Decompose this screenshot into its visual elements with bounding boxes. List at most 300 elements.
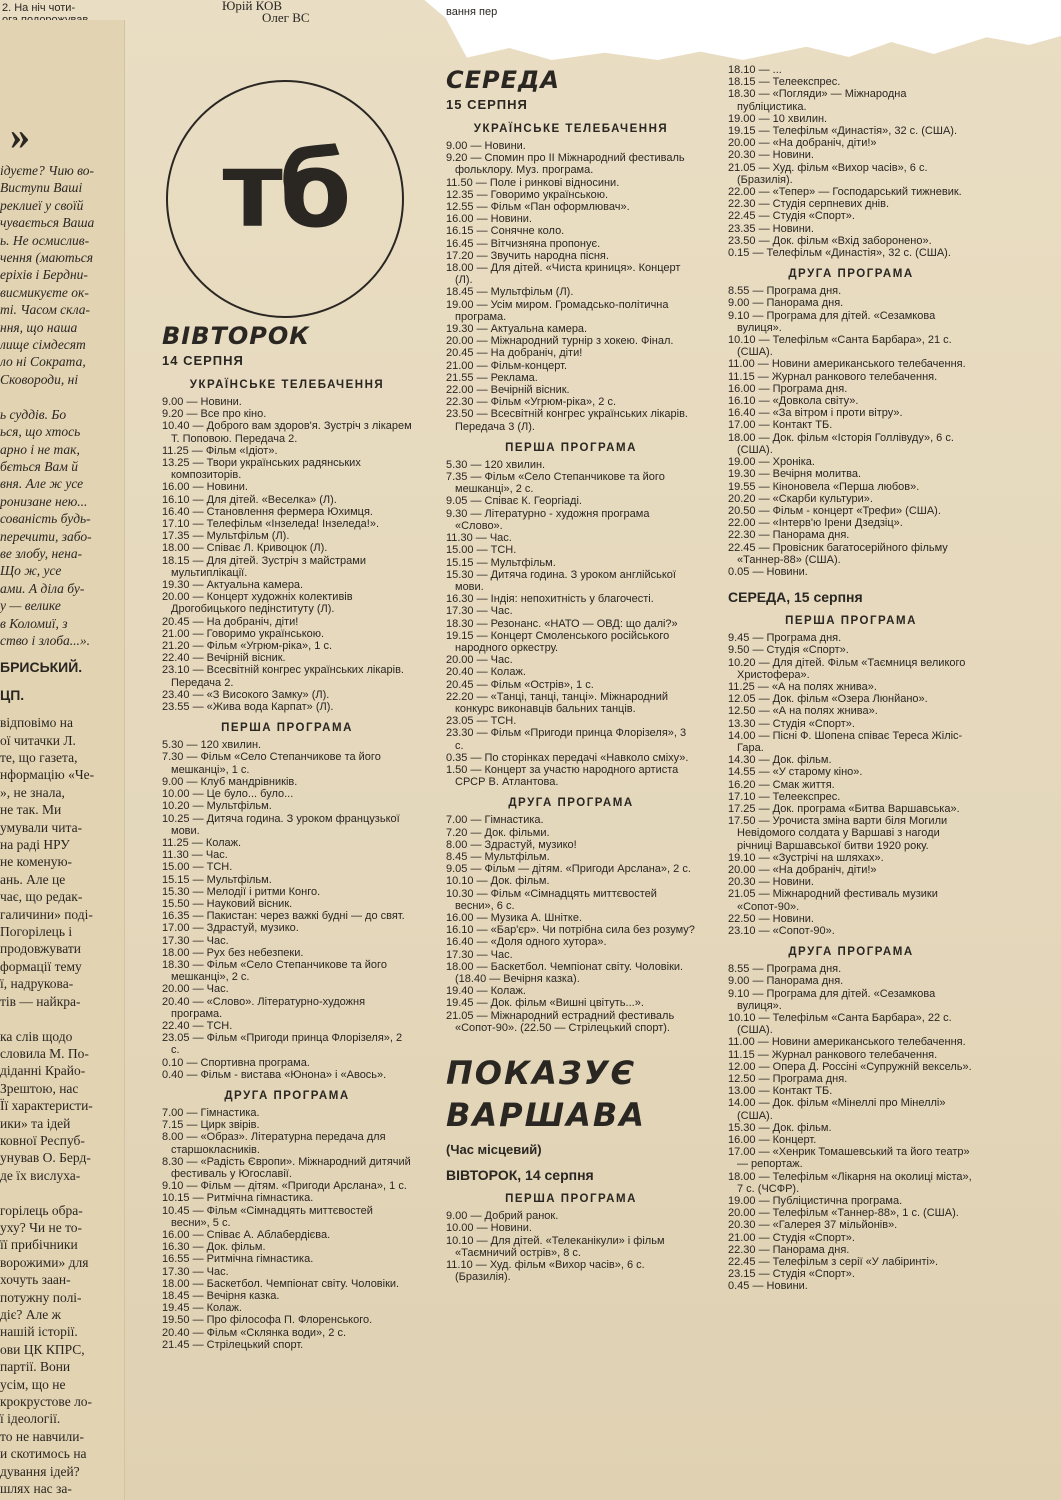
program-item: 20.00 — Міжнародний турнір з хокею. Фінал. xyxy=(446,335,674,348)
program-item: 20.00 — «На добраніч, діти!» xyxy=(728,863,877,876)
program-item: 20.40 — Фільм «Склянка води», 2 с. xyxy=(162,1326,347,1339)
program-item: 9.00 — Новини. xyxy=(162,396,242,408)
article-line: лище сімдесят xyxy=(0,337,86,353)
program-item: 21.45 — Стрілецький спорт. xyxy=(162,1338,304,1351)
program-item: 18.15 — Для дітей. Зустріч з майстрами мультиплікації. xyxy=(162,554,366,579)
program-item: 19.00 — Усім миром. Громадсько-політична програма. xyxy=(446,298,669,323)
article-line: шлях нас за- xyxy=(0,1481,72,1497)
program-item: 22.30 — Панорама дня. xyxy=(728,1243,850,1256)
program-item: 17.00 — Контакт ТБ. xyxy=(728,419,833,432)
article-line: ї, надрукова- xyxy=(0,976,74,992)
article-line: ови ЦК КПРС, xyxy=(0,1341,85,1357)
program-item: 21.05 — Міжнародний естрадний фестиваль «Сопот-90». (22.50 — Стрілецький спорт). xyxy=(446,1009,675,1034)
right-cont-list xyxy=(728,64,974,259)
program-item: 17.30 — Час. xyxy=(446,948,513,961)
article-line: перечити, забо- xyxy=(0,528,92,544)
article-line: », не знала, xyxy=(0,784,65,800)
article-line: ковної Респуб- xyxy=(0,1132,85,1148)
warsaw-tue-first-title: ПЕРША ПРОГРАМА xyxy=(505,1193,637,1206)
program-item: 8.55 — Програма дня. xyxy=(728,285,842,298)
article-line: те, що газета, xyxy=(0,750,78,765)
program-item: 11.15 — Журнал ранкового телебачення. xyxy=(728,1048,938,1061)
program-item: 1.50 — Концерт за участю народного артиста СРСР В. Атлантова. xyxy=(446,763,679,789)
article-line: сованість будь- xyxy=(0,511,91,527)
program-item: 9.00 — Панорама дня. xyxy=(728,297,844,310)
program-item: 22.30 — Фільм «Угрюм-ріка», 2 с. xyxy=(446,396,617,409)
program-item: 15.00 — ТСН. xyxy=(446,544,517,557)
article-line: у — велике xyxy=(0,598,61,614)
program-item: 9.00 — Добрий ранок. xyxy=(446,1210,559,1223)
program-item: 22.45 — Провісник багатосерійного фільму «Таннер-88» (США). xyxy=(728,541,948,566)
program-item: 20.00 — Час. xyxy=(446,654,513,667)
article-line: нформацію «Че- xyxy=(0,767,95,783)
wednesday-ukr-title: УКРАЇНСЬКЕ ТЕЛЕБАЧЕННЯ xyxy=(473,123,669,135)
program-item: 16.00 — Новини. xyxy=(446,213,532,226)
program-item: 19.45 — Колаж. xyxy=(162,1302,242,1315)
program-item: 10.00 — Це було... було... xyxy=(162,788,294,801)
program-item: 22.40 — ТСН. xyxy=(162,1019,233,1032)
program-item: 11.10 — Худ. фільм «Вихор часів», 6 с. (Бразилія). xyxy=(446,1259,645,1284)
wednesday-column xyxy=(446,66,696,1283)
program-item: 16.00 — Новини. xyxy=(162,481,248,494)
program-item: 22.40 — Вечірній вісник. xyxy=(162,652,286,665)
article-line xyxy=(0,388,124,405)
wednesday-date: 15 СЕРПНЯ xyxy=(446,97,528,112)
article-line: галичини» поді- xyxy=(0,906,93,922)
article-line: Зрештою, нас xyxy=(0,1080,79,1096)
program-item: 19.50 — Про філософа П. Флоренського. xyxy=(162,1314,373,1327)
program-item: 12.50 — Програма дня. xyxy=(728,1073,848,1086)
program-item: 19.00 — Публіцистична програма. xyxy=(728,1195,903,1208)
program-item: 9.00 — Новини. xyxy=(446,140,526,152)
program-item: 18.30 — «Погляди» — Міжнародна публіцистика. xyxy=(728,88,907,113)
program-item: 19.40 — Колаж. xyxy=(446,985,526,998)
program-item: 19.15 — Концерт Смоленського російського народного оркестру. xyxy=(446,629,670,654)
program-item: 16.00 — Концерт. xyxy=(728,1134,817,1147)
program-item: 16.40 — «Доля одного хутора». xyxy=(446,936,607,949)
program-item: 10.25 — Дитяча година. З уроком французької мови. xyxy=(162,812,400,837)
article-line: ння, що наша xyxy=(0,319,78,335)
program-item: 17.10 — Телефільм «Інзеледа! Інзеледа!». xyxy=(162,518,380,531)
article-line: в Коломиї, з xyxy=(0,615,68,631)
program-item: 20.20 — «Скарби культури». xyxy=(728,492,873,505)
program-item: 23.05 — Фільм «Пригоди принца Флорізеля», 2 с. xyxy=(162,1032,403,1057)
program-item: 20.30 — Новини. xyxy=(728,876,814,889)
program-item: 19.00 — Хроніка. xyxy=(728,456,815,469)
program-item: 19.10 — «Зустрічі на шляхах». xyxy=(728,851,884,864)
program-item: 22.20 — «Танці, танці, танці». Міжнародний конкурс виконавців бальних танців. xyxy=(446,690,669,715)
program-item: 21.05 — Міжнародний фестиваль музики «Сопот-90». xyxy=(728,888,938,913)
article-line: умували чита- xyxy=(0,819,83,835)
program-item: 10.20 — Мультфільм. xyxy=(162,800,272,813)
program-item: 17.30 — Час. xyxy=(162,934,229,947)
program-item: 16.20 — Смак життя. xyxy=(728,778,835,791)
program-item: 17.50 — Урочиста зміна варти біля Могили Невідомого солдата у Варшаві з нагоди річниці Варшавської битви 1920 року. xyxy=(728,815,948,852)
article-line: чає, що редак- xyxy=(0,889,83,905)
warsaw-title-2: ВАРШАВА xyxy=(446,1096,647,1135)
program-item: 14.30 — Док. фільм. xyxy=(728,754,832,767)
warsaw-section xyxy=(446,1052,696,1283)
program-item: 0.45 — Новини. xyxy=(728,1280,808,1293)
program-item: 15.30 — Мелодії і ритми Конго. xyxy=(162,885,321,898)
program-item: 17.00 — Здрастуй, музико. xyxy=(162,922,299,935)
article-line: унував О. Берд- xyxy=(0,1150,91,1166)
program-item: 10.20 — Для дітей. Фільм «Таємниця великого Христофера». xyxy=(728,656,966,681)
article-line: ики» та ідей xyxy=(0,1115,71,1131)
article-line: дування ідей? xyxy=(0,1463,80,1479)
program-item: 9.20 — Спомин про II Міжнародний фестиваль фольклору. Муз. програма. xyxy=(446,152,685,177)
program-item: 19.30 — Актуальна камера. xyxy=(162,579,304,592)
program-item: 16.10 — «Бар'єр». Чи потрібна сила без розуму? xyxy=(446,924,695,937)
program-item: 19.30 — Актуальна камера. xyxy=(446,323,588,336)
program-item: 21.00 — Фільм-концерт. xyxy=(446,359,567,372)
program-item: 20.40 — Колаж. xyxy=(446,666,526,679)
tuesday-ukr-list xyxy=(162,396,412,713)
program-item: 15.30 — Дитяча година. З уроком англійської мови. xyxy=(446,568,676,593)
program-item: 22.50 — Новини. xyxy=(728,912,814,925)
program-item: 18.00 — Для дітей. «Чиста криниця». Концерт (Л). xyxy=(446,262,681,287)
right-column xyxy=(728,64,974,1293)
left-italic-text xyxy=(0,162,124,649)
program-item: 9.05 — Співає К. Георгіаді. xyxy=(446,495,582,508)
program-item: 10.15 — Ритмічна гімнастика. xyxy=(162,1192,314,1205)
program-item: 13.30 — Студія «Спорт». xyxy=(728,717,855,730)
left-plain-text xyxy=(0,714,124,1497)
program-item: 20.45 — На добраніч, діти! xyxy=(446,347,583,360)
program-item: 23.35 — Новини. xyxy=(728,222,814,235)
left-article-column xyxy=(0,20,125,1500)
article-line: ами. А діла бу- xyxy=(0,580,85,596)
tv-logo-text: тб xyxy=(222,129,348,251)
program-item: 20.30 — «Галерея 37 мільйонів». xyxy=(728,1219,898,1232)
article-line: ка слів щодо xyxy=(0,1028,73,1044)
tuesday-first-title: ПЕРША ПРОГРАМА xyxy=(221,722,353,735)
top-left-text: 2. На ніч чоти- xyxy=(2,2,76,14)
program-item: 10.10 — Для дітей. «Телеканікули» і фільм «Таємничий острів», 8 с. xyxy=(446,1234,665,1259)
tv-logo xyxy=(166,80,404,318)
program-item: 22.00 — Вечірній вісник. xyxy=(446,384,570,397)
program-item: 18.00 — Рух без небезпеки. xyxy=(162,946,304,959)
article-line: ство і злоба...». xyxy=(0,632,91,648)
article-line: чення (маються xyxy=(0,250,94,266)
right-second-title: ДРУГА ПРОГРАМА xyxy=(788,268,914,281)
article-line: Сковороди, ні xyxy=(0,371,79,387)
program-item: 7.30 — Фільм «Село Степанчикове та його мешканці», 1 с. xyxy=(162,751,381,776)
program-item: 11.15 — Журнал ранкового телебачення. xyxy=(728,370,938,383)
article-line: и скотимось на xyxy=(0,1446,87,1462)
right-wed-second-title: ДРУГА ПРОГРАМА xyxy=(788,946,914,959)
program-item: 9.10 — Програма для дітей. «Сезамкова вулиця». xyxy=(728,309,936,334)
program-item: 10.00 — Новини. xyxy=(446,1222,532,1235)
article-line: відповімо на xyxy=(0,715,73,731)
program-item: 22.45 — Студія «Спорт». xyxy=(728,210,855,223)
program-item: 17.10 — Телеекспрес. xyxy=(728,790,841,803)
right-wed-second-list xyxy=(728,963,974,1292)
program-item: 21.00 — Говоримо українською. xyxy=(162,627,325,640)
program-item: 7.00 — Гімнастика. xyxy=(446,814,544,827)
program-item: 23.50 — Док. фільм «Вхід заборонено». xyxy=(728,234,932,247)
program-item: 21.20 — Фільм «Угрюм-ріка», 1 с. xyxy=(162,640,333,653)
program-item: 19.00 — 10 хвилин. xyxy=(728,112,828,125)
tuesday-column xyxy=(162,322,412,1351)
program-item: 7.00 — Гімнастика. xyxy=(162,1106,260,1119)
wednesday-second-title: ДРУГА ПРОГРАМА xyxy=(508,797,634,810)
program-item: 8.30 — «Радість Європи». Міжнародний дитячий фестиваль у Югославії. xyxy=(162,1155,411,1180)
program-item: 15.15 — Мультфільм. xyxy=(162,873,272,886)
article-line: Її характеристи- xyxy=(0,1098,93,1114)
article-line: ься, що хтось xyxy=(0,424,81,440)
program-item: 18.00 — Баскетбол. Чемпіонат світу. Чоловіки. (18.40 — Вечірня казка). xyxy=(446,960,684,985)
program-item: 11.00 — Новини американського телебачення. xyxy=(728,1036,966,1049)
program-item: 20.00 — Час. xyxy=(162,983,229,996)
wednesday-first-title: ПЕРША ПРОГРАМА xyxy=(505,441,637,454)
tuesday-date: 14 СЕРПНЯ xyxy=(162,353,244,368)
program-item: 18.00 — Телефільм «Лікарня на околиці міста», 7 с. (ЧСФР). xyxy=(728,1170,972,1195)
program-item: 16.35 — Пакистан: через важкі будні — до свят. xyxy=(162,910,405,923)
article-line: ідуєте? Чию во- xyxy=(0,163,95,178)
top-authors: Юрій КОВ Олег ВС xyxy=(222,0,310,25)
program-item: 12.05 — Док. фільм «Озера Люнйано». xyxy=(728,693,928,706)
program-item: 10.10 — Телефільм «Санта Барбара», 22 с. (США). xyxy=(728,1012,952,1037)
program-item: 23.05 — ТСН. xyxy=(446,715,517,728)
article-line: ь. Не осмислив- xyxy=(0,232,90,248)
warsaw-tue-heading: ВІВТОРОК, 14 серпня xyxy=(446,1167,594,1184)
article-line: крокрустове ло- xyxy=(0,1394,93,1410)
tuesday-second-title: ДРУГА ПРОГРАМА xyxy=(224,1089,350,1102)
article-line: ої читачки Л. xyxy=(0,732,76,748)
article-line: її прибічники xyxy=(0,1237,78,1253)
article-line: чувається Ваша xyxy=(0,215,95,231)
article-line: продовжувати xyxy=(0,941,81,957)
article-line: ве злобу, нена- xyxy=(0,545,83,561)
program-item: 17.30 — Час. xyxy=(446,605,513,618)
program-item: 18.00 — Співає Л. Кривоцюк (Л). xyxy=(162,542,328,555)
program-item: 19.15 — Телефільм «Династія», 32 с. (США). xyxy=(728,125,958,138)
program-item: 16.10 — Для дітей. «Веселка» (Л). xyxy=(162,493,337,506)
wednesday-first-list xyxy=(446,459,696,788)
article-line: вня. Але ж усе xyxy=(0,476,84,492)
program-item: 23.10 — «Сопот-90». xyxy=(728,925,835,937)
article-line: ворожими» для xyxy=(0,1254,89,1270)
program-item: 23.50 — Всесвітній конгрес українських лікарів. Передача 3 (Л). xyxy=(446,408,688,433)
program-item: 22.30 — Студія серпневих днів. xyxy=(728,198,890,211)
program-item: 20.45 — Фільм «Острів», 1 с. xyxy=(446,678,594,691)
program-item: 10.30 — Фільм «Сімнадцять миттєвостей весни», 6 с. xyxy=(446,887,657,912)
program-item: 18.15 — Телеекспрес. xyxy=(728,76,841,89)
program-item: 18.00 — Баскетбол. Чемпіонат світу. Чоловіки. xyxy=(162,1277,400,1290)
program-item: 19.45 — Док. фільм «Вишні цвітуть...». xyxy=(446,997,644,1010)
program-item: 23.15 — Студія «Спорт». xyxy=(728,1268,855,1281)
program-item: 23.30 — Фільм «Пригоди принца Флорізеля», 3 с. xyxy=(446,727,687,752)
program-item: 0.05 — Новини. xyxy=(728,565,808,578)
program-item: 23.10 — Всесвітній конгрес українських лікарів. Передача 2. xyxy=(162,664,404,689)
program-item: 17.00 — «Хенрик Томашевський та його театр» — репортаж. xyxy=(728,1146,970,1171)
program-item: 16.40 — Становлення фермера Юхимця. xyxy=(162,505,373,518)
program-item: 18.45 — Мультфільм (Л). xyxy=(446,286,574,299)
article-line: хочуть заан- xyxy=(0,1272,71,1288)
program-item: 16.00 — Програма дня. xyxy=(728,382,848,395)
program-item: 9.00 — Панорама дня. xyxy=(728,975,844,988)
program-item: 9.45 — Програма дня. xyxy=(728,632,842,645)
program-item: 8.00 — «Образ». Літературна передача для старшокласників. xyxy=(162,1131,386,1156)
program-item: 23.55 — «Жива вода Карпат» (Л). xyxy=(162,701,334,714)
article-line: ло ні Сократа, xyxy=(0,354,86,370)
article-line: то не навчили- xyxy=(0,1428,84,1444)
program-item: 16.40 — «За вітром і проти вітру». xyxy=(728,407,903,420)
article-line: партії. Вони xyxy=(0,1359,71,1375)
article-line: арно і не так, xyxy=(0,441,80,457)
program-item: 17.20 — Звучить народна пісня. xyxy=(446,249,609,262)
program-item: 19.55 — Кіноновела «Перша любов». xyxy=(728,480,920,493)
program-item: 18.00 — Док. фільм «Історія Голлівуду», 6 с. (США). xyxy=(728,431,954,456)
top-right-text: вання пер xyxy=(446,6,498,18)
program-item: 22.45 — Телефільм з серії «У лабіринті». xyxy=(728,1256,939,1269)
program-item: 21.00 — Студія «Спорт». xyxy=(728,1231,855,1244)
program-item: 23.40 — «З Високого Замку» (Л). xyxy=(162,688,330,701)
program-item: 22.30 — Панорама дня. xyxy=(728,529,850,542)
program-item: 14.55 — «У старому кіно». xyxy=(728,766,863,779)
program-item: 16.55 — Ритмічна гімнастика. xyxy=(162,1253,314,1266)
program-item: 7.15 — Цирк звірів. xyxy=(162,1119,260,1132)
program-item: 11.50 — Поле і ринкові відносини. xyxy=(446,176,620,189)
program-item: 9.30 — Літературно - художня програма «Слово». xyxy=(446,507,650,532)
program-item: 10.40 — Доброго вам здоров'я. Зустріч з лікарем Т. Поповою. Передача 2. xyxy=(162,420,412,445)
left-heading-section: ЦП. xyxy=(0,686,25,703)
program-item: 16.30 — Док. фільм. xyxy=(162,1241,266,1254)
article-line: ті. Часом скла- xyxy=(0,302,91,318)
article-line: словила М. По- xyxy=(0,1045,89,1061)
article-line: еріхів і Бердни- xyxy=(0,267,88,283)
program-item: 8.00 — Здрастуй, музико! xyxy=(446,838,577,851)
article-line: тів — найкра- xyxy=(0,993,81,1009)
article-line: горілець обра- xyxy=(0,1202,83,1218)
program-item: 20.45 — На добраніч, діти! xyxy=(162,615,299,628)
program-item: 13.00 — Контакт ТБ. xyxy=(728,1085,833,1098)
program-item: 5.30 — 120 хвилин. xyxy=(446,458,546,471)
program-item: 11.25 — «А на полях жнива». xyxy=(728,680,877,693)
right-wed-heading: СЕРЕДА, 15 серпня xyxy=(728,589,863,606)
left-heading-author: БРИСЬКИЙ. xyxy=(0,659,83,676)
article-line xyxy=(0,1184,124,1201)
program-item: 14.00 — Док. фільм «Мінеллі про Мінеллі» (США). xyxy=(728,1097,946,1122)
wednesday-second-list xyxy=(446,814,696,1034)
program-item: 0.40 — Фільм - вистава «Юнона» і «Авось». xyxy=(162,1068,387,1081)
program-item: 15.50 — Науковий вісник. xyxy=(162,897,293,910)
article-line: діє? Але ж xyxy=(0,1307,61,1322)
article-line: нашій історії. xyxy=(0,1324,78,1340)
program-item: 21.55 — Реклама. xyxy=(446,371,538,384)
article-line xyxy=(0,1010,124,1027)
article-line: бється Вам й xyxy=(0,458,78,474)
article-line: ронизане нею... xyxy=(0,493,88,509)
right-wed-first-list xyxy=(728,632,974,937)
article-line: усім, що не xyxy=(0,1376,66,1392)
program-item: 18.30 — Резонанс. «НАТО — ОВД: що далі?» xyxy=(446,617,678,630)
program-item: 11.25 — Колаж. xyxy=(162,836,242,849)
wednesday-day: СЕРЕДА xyxy=(446,66,560,94)
program-item: 0.15 — Телефільм «Династія», 32 с. (США). xyxy=(728,247,951,260)
program-item: 16.45 — Вітчизняна пропонує. xyxy=(446,237,601,250)
program-item: 9.10 — Програма для дітей. «Сезамкова вулиця». xyxy=(728,987,936,1012)
program-item: 19.30 — Вечірня молитва. xyxy=(728,468,862,481)
article-line: ань. Але це xyxy=(0,871,66,887)
program-item: 8.45 — Мультфільм. xyxy=(446,850,550,863)
program-item: 5.30 — 120 хвилин. xyxy=(162,739,262,752)
right-second-list xyxy=(728,285,974,578)
program-item: 9.10 — Фільм — дітям. «Пригоди Арслана», 1 с. xyxy=(162,1180,407,1193)
program-item: 16.30 — Індія: непохитність у благочесті. xyxy=(446,593,654,606)
program-item: 22.00 — «Інтерв'ю Ірени Дзедзіц». xyxy=(728,517,903,530)
program-item: 17.35 — Мультфільм (Л). xyxy=(162,530,290,543)
program-item: 22.00 — «Тепер» — Господарський тижневик. xyxy=(728,186,962,199)
program-item: 16.15 — Сонячне коло. xyxy=(446,225,565,238)
program-item: 15.15 — Мультфільм. xyxy=(446,556,556,569)
article-line: формації тему xyxy=(0,958,82,974)
program-item: 14.00 — Пісні Ф. Шопена співає Тереса Жіліс-Гара. xyxy=(728,729,963,754)
wednesday-ukr-list xyxy=(446,140,696,433)
program-item: 15.30 — Док. фільм. xyxy=(728,1121,832,1134)
article-line: ї ідеології. xyxy=(0,1411,61,1427)
right-wed-first-title: ПЕРША ПРОГРАМА xyxy=(785,615,917,628)
tuesday-second-list xyxy=(162,1107,412,1351)
program-item: 12.35 — Говоримо українською. xyxy=(446,188,609,201)
article-line: висмикуєте ок- xyxy=(0,284,89,300)
program-item: 15.00 — ТСН. xyxy=(162,861,233,874)
program-item: 21.05 — Худ. фільм «Вихор часів», 6 с. (Бразилія). xyxy=(728,161,928,186)
article-line: потужну полі- xyxy=(0,1289,82,1305)
program-item: 16.00 — Співає А. Аблабердієва. xyxy=(162,1229,331,1241)
article-line: не коменую- xyxy=(0,854,73,870)
article-line: де їх вислуха- xyxy=(0,1167,81,1183)
program-item: 11.30 — Час. xyxy=(446,532,512,545)
warsaw-tue-first-list xyxy=(446,1210,696,1283)
program-item: 7.20 — Док. фільми. xyxy=(446,826,550,839)
program-item: 17.30 — Час. xyxy=(162,1265,229,1278)
warsaw-title-1: ПОКАЗУЄ xyxy=(446,1054,636,1093)
top-strip xyxy=(0,0,1061,26)
program-item: 16.00 — Музика А. Шнітке. xyxy=(446,911,583,924)
program-item: 12.55 — Фільм «Пан оформлювач». xyxy=(446,201,630,214)
article-line: Погорілець і xyxy=(0,924,73,940)
program-item: 11.00 — Новини американського телебачення. xyxy=(728,358,966,371)
program-item: 20.00 — Телефільм «Таннер-88», 1 с. (США). xyxy=(728,1207,959,1220)
program-item: 8.55 — Програма дня. xyxy=(728,963,842,976)
quote-mark: » xyxy=(10,113,30,158)
article-line: реклиеї у своїй xyxy=(0,197,84,213)
program-item: 11.30 — Час. xyxy=(162,849,228,862)
program-item: 18.45 — Вечірня казка. xyxy=(162,1290,280,1303)
program-item: 9.05 — Фільм — дітям. «Пригоди Арслана», 2 с. xyxy=(446,863,691,876)
program-item: 9.00 — Клуб мандрівників. xyxy=(162,775,298,788)
program-item: 0.10 — Спортивна програма. xyxy=(162,1056,310,1069)
program-item: 18.30 — Фільм «Село Степанчикове та його мешканці», 2 с. xyxy=(162,958,387,984)
warsaw-note: (Час місцевий) xyxy=(446,1142,542,1158)
tuesday-day: ВІВТОРОК xyxy=(162,322,310,350)
program-item: 10.10 — Телефільм «Санта Барбара», 21 с. (США). xyxy=(728,334,952,359)
tuesday-first-list xyxy=(162,739,412,1081)
program-item: 18.10 — ... xyxy=(728,64,782,76)
article-line: діданні Крайо- xyxy=(0,1063,86,1079)
program-item: 20.40 — «Слово». Літературно-художня програма. xyxy=(162,995,366,1020)
program-item: 17.25 — Док. програма «Битва Варшавська». xyxy=(728,802,960,815)
program-item: 10.10 — Док. фільм. xyxy=(446,875,550,888)
article-line: на раді НРУ xyxy=(0,837,70,853)
program-item: 20.00 — «На добраніч, діти!» xyxy=(728,137,877,150)
program-item: 9.50 — Студія «Спорт». xyxy=(728,644,849,657)
article-line: ь суддів. Бо xyxy=(0,406,67,422)
article-line: Що ж, усе xyxy=(0,563,62,579)
program-item: 16.10 — «Довкола світу». xyxy=(728,395,859,408)
